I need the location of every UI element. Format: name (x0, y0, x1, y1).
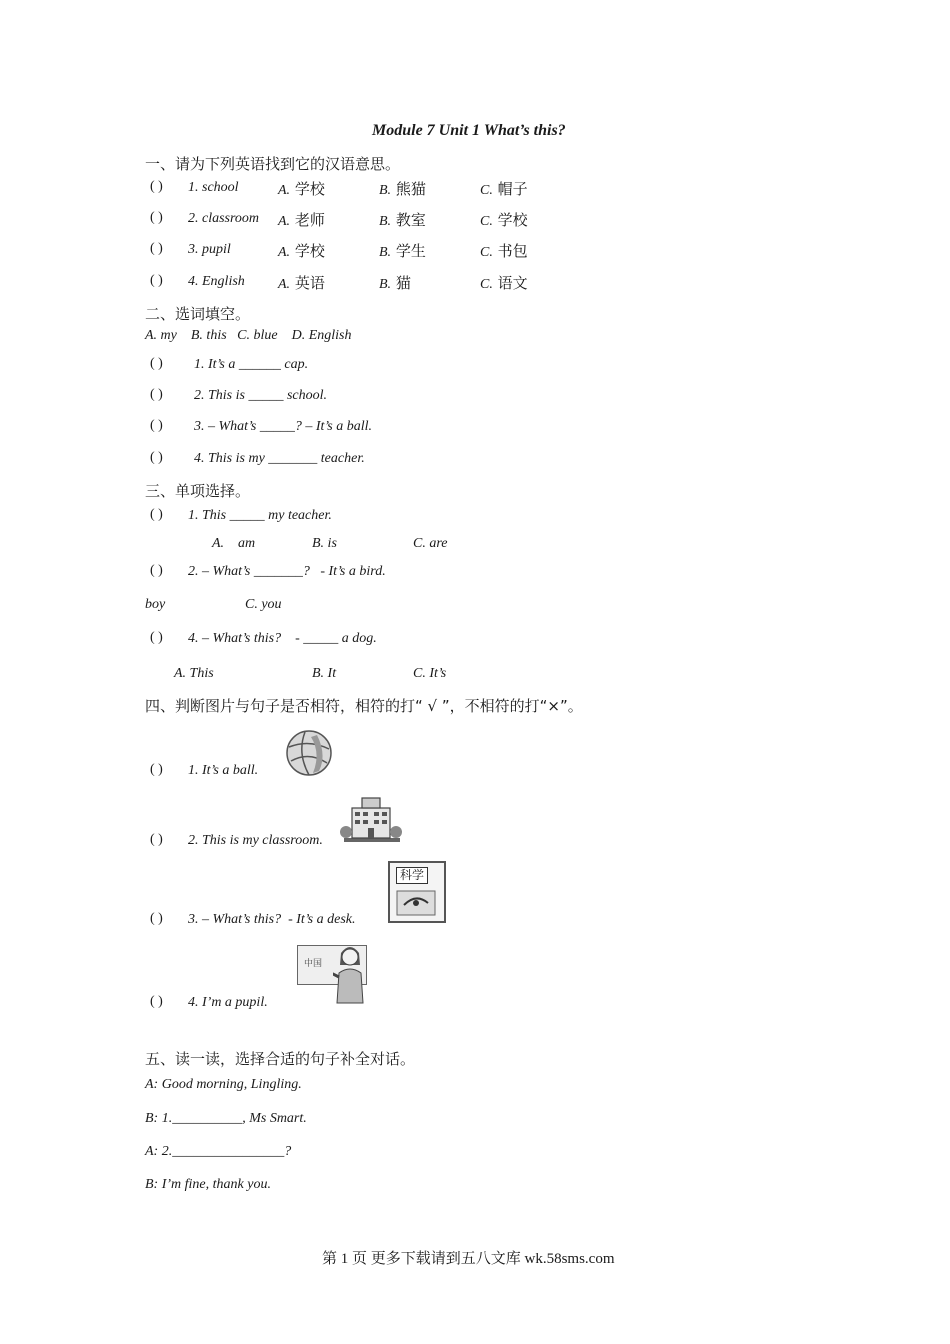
english-word: 2. classroom (188, 211, 260, 226)
choice-c: C. you (245, 597, 282, 612)
option-c: C. 帽子 (480, 180, 528, 198)
fill-item: 4. This is my _______ teacher. (194, 451, 365, 466)
section-2-heading: 二、选词填空。 (145, 305, 251, 323)
dialogue-line: B: I’m fine, thank you. (145, 1177, 271, 1192)
option-b: B. 学生 (379, 242, 426, 260)
judge-item: 4. I’m a pupil. (188, 995, 268, 1010)
option-b: B. 猫 (379, 274, 411, 292)
choice-b: B. is (312, 536, 337, 551)
choice-b: boy (145, 597, 166, 612)
choice-c: C. It’s (413, 666, 447, 681)
answer-bracket: ( ) (150, 356, 163, 371)
page-title: Module 7 Unit 1 What’s this? (372, 122, 566, 139)
section-4-heading: 四、判断图片与句子是否相符，相符的打“ √ ”，不相符的打“×”。 (145, 697, 583, 715)
option-c: C. 书包 (480, 242, 528, 260)
option-a: A. 老师 (278, 211, 325, 229)
book-picture (388, 861, 446, 923)
english-word: 3. pupil (188, 242, 231, 257)
section-3-heading: 三、单项选择。 (145, 482, 251, 500)
option-b: B. 熊猫 (379, 180, 426, 198)
option-c: C. 学校 (480, 211, 528, 229)
answer-bracket: ( ) (150, 179, 163, 194)
school-building-picture (340, 794, 402, 846)
page-footer: 第 1 页 更多下载请到五八文库 wk.58sms.com (322, 1251, 615, 1267)
dialogue-line: A: Good morning, Lingling. (145, 1077, 302, 1092)
teacher-picture (297, 943, 369, 1005)
dialogue-line: A: 2.________________? (145, 1144, 292, 1159)
choice-a: A. am (212, 536, 256, 551)
option-a: A. 学校 (278, 242, 325, 260)
section-5-heading: 五、读一读，选择合适的句子补全对话。 (145, 1050, 416, 1068)
teacher-figure-icon (333, 943, 367, 1005)
choice-b: B. It (312, 666, 337, 681)
answer-bracket: ( ) (150, 994, 163, 1009)
choice-a: A. This (174, 666, 214, 681)
judge-item: 1. It’s a ball. (188, 763, 259, 778)
fill-item: 3. – What’s _____? – It’s a ball. (194, 419, 372, 434)
answer-bracket: ( ) (150, 387, 163, 402)
answer-bracket: ( ) (150, 762, 163, 777)
option-a: A. 英语 (278, 274, 325, 292)
answer-bracket: ( ) (150, 507, 163, 522)
answer-bracket: ( ) (150, 911, 163, 926)
book-title-label: 科学 (396, 867, 428, 884)
blackboard-text: 中国 (304, 959, 323, 969)
answer-bracket: ( ) (150, 210, 163, 225)
judge-item: 3. – What’s this? - It’s a desk. (188, 912, 356, 927)
fill-item: 2. This is _____ school. (194, 388, 328, 403)
book-illustration-icon (396, 889, 436, 917)
english-word: 1. school (188, 180, 239, 195)
answer-bracket: ( ) (150, 832, 163, 847)
fill-item: 1. It’s a ______ cap. (194, 357, 309, 372)
ball-picture (283, 729, 335, 777)
english-word: 4. English (188, 274, 245, 289)
answer-bracket: ( ) (150, 563, 163, 578)
section-1-heading: 一、请为下列英语找到它的汉语意思。 (145, 155, 401, 173)
answer-bracket: ( ) (150, 630, 163, 645)
answer-bracket: ( ) (150, 241, 163, 256)
answer-bracket: ( ) (150, 273, 163, 288)
option-a: A. 学校 (278, 180, 325, 198)
question-2: 2. – What’s _______? - It’s a bird. (188, 564, 386, 579)
dialogue-line: B: 1.__________, Ms Smart. (145, 1111, 307, 1126)
word-options: A. my B. this C. blue D. English (145, 328, 352, 343)
answer-bracket: ( ) (150, 450, 163, 465)
question-4: 4. – What’s this? - _____ a dog. (188, 631, 377, 646)
option-b: B. 教室 (379, 211, 426, 229)
judge-item: 2. This is my classroom. (188, 833, 323, 848)
choice-c: C. are (413, 536, 448, 551)
answer-bracket: ( ) (150, 418, 163, 433)
option-c: C. 语文 (480, 274, 528, 292)
question-1: 1. This _____ my teacher. (188, 508, 332, 523)
